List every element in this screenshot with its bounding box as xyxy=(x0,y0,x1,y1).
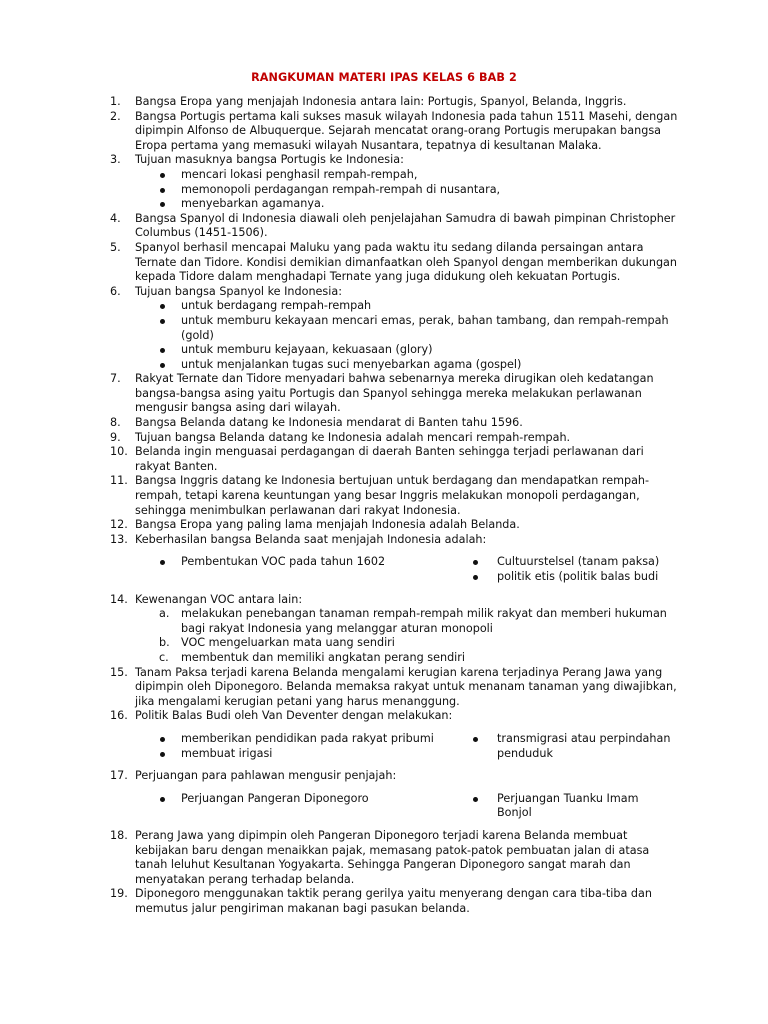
list-item xyxy=(0,666,680,710)
bullet-item: Perjuangan Tuanku Imam Bonjol xyxy=(451,792,671,821)
bullet-list xyxy=(135,299,680,372)
two-column-bullets xyxy=(135,555,680,584)
bullet-column xyxy=(451,555,671,584)
item-number: 18. xyxy=(110,828,128,842)
bullet-column xyxy=(451,732,671,761)
item-text: Belanda ingin menguasai perdagangan di daerah Banten sehingga terjadi perlawanan dari rakyat Banten. xyxy=(135,445,644,473)
lettered-item xyxy=(135,636,680,651)
item-text: Tujuan masuknya bangsa Portugis ke Indonesia: xyxy=(135,153,404,167)
list-item xyxy=(0,372,680,416)
item-number: 5. xyxy=(110,240,121,254)
item-number: 7. xyxy=(110,372,121,386)
item-number: 10. xyxy=(110,445,128,459)
item-number: 17. xyxy=(110,769,128,783)
bullet-item: mencari lokasi penghasil rempah-rempah, xyxy=(135,168,680,183)
item-number: 6. xyxy=(110,284,121,298)
item-text: Tujuan bangsa Spanyol ke Indonesia: xyxy=(135,284,342,298)
item-text: Politik Balas Budi oleh Van Deventer dengan melakukan: xyxy=(135,709,453,723)
two-column-bullets xyxy=(135,732,680,761)
list-item xyxy=(0,445,680,474)
item-number: 15. xyxy=(110,665,128,679)
bullet-column xyxy=(135,732,451,761)
bullet-column xyxy=(451,792,671,821)
bullet-list xyxy=(135,732,451,761)
item-text: Bangsa Portugis pertama kali sukses masuk wilayah Indonesia pada tahun 1511 Masehi, dengan dipimpin Alfonso de Albuquerque. Sejarah mencatat orang-orang Portugis merupakan bangsa Eropa pertama yang memasuki wilayah Nusantara, tepatnya di kesultanan Malaka. xyxy=(135,109,678,152)
bullet-column xyxy=(135,792,451,821)
list-item xyxy=(0,95,680,110)
lettered-text: melakukan penebangan tanaman rempah-rempah milik rakyat dan memberi hukuman bagi rakyat Indonesia yang melanggar aturan monopoli xyxy=(181,607,667,635)
list-item xyxy=(0,212,680,241)
item-letter: a. xyxy=(159,607,170,621)
item-number: 16. xyxy=(110,709,128,723)
bullet-column xyxy=(135,555,451,584)
list-item xyxy=(0,829,680,887)
bullet-item: untuk memburu kekayaan mencari emas, perak, bahan tambang, dan rempah-rempah (gold) xyxy=(135,314,680,343)
list-item xyxy=(0,153,680,211)
list-item xyxy=(0,887,680,916)
lettered-item xyxy=(135,651,680,666)
bullet-list xyxy=(135,555,451,570)
bullet-item: untuk menjalankan tugas suci menyebarkan agama (gospel) xyxy=(135,358,680,373)
item-number: 8. xyxy=(110,416,121,430)
list-item xyxy=(0,431,680,446)
item-number: 14. xyxy=(110,592,128,606)
item-text: Bangsa Belanda datang ke Indonesia mendarat di Banten tahu 1596. xyxy=(135,416,523,430)
item-text: Perjuangan para pahlawan mengusir penjajah: xyxy=(135,769,397,783)
bullet-item: untuk berdagang rempah-rempah xyxy=(135,299,680,314)
lettered-text: VOC mengeluarkan mata uang sendiri xyxy=(181,636,395,650)
item-text: Perang Jawa yang dipimpin oleh Pangeran Diponegoro terjadi karena Belanda membuat kebijakan baru dengan menaikkan pajak, memasang patok-patok pembuatan jalan di atasa tanah leluhut Kesultanan Yogyakarta. Sehingga Pangeran Diponegoro sangat marah dan menyatakan perang terhadap belanda. xyxy=(135,828,650,886)
bullet-item: memberikan pendidikan pada rakyat pribumi xyxy=(135,732,451,747)
list-item xyxy=(0,709,680,761)
bullet-item: politik etis (politik balas budi xyxy=(451,570,671,585)
item-number: 12. xyxy=(110,518,128,532)
item-number: 2. xyxy=(110,109,121,123)
item-number: 9. xyxy=(110,430,121,444)
item-text: Spanyol berhasil mencapai Maluku yang pada waktu itu sedang dilanda persaingan antara Ternate dan Tidore. Kondisi demikian dimanfaatkan oleh Spanyol dengan memberikan dukungan kepada Tidore dalam menghadapi Ternate yang juga didukung oleh kekuatan Portugis. xyxy=(135,240,678,284)
list-item xyxy=(0,474,680,518)
item-text: Diponegoro menggunakan taktik perang gerilya yaitu menyerang dengan cara tiba-tiba dan memutus jalur pengiriman makanan bagi pasukan belanda. xyxy=(135,887,652,915)
item-text: Bangsa Eropa yang menjajah Indonesia antara lain: Portugis, Spanyol, Belanda, Inggris. xyxy=(135,95,627,108)
item-number: 4. xyxy=(110,211,121,225)
summary-list xyxy=(0,95,768,916)
page-title: RANGKUMAN MATERI IPAS KELAS 6 BAB 2 xyxy=(251,71,517,84)
bullet-list xyxy=(135,792,451,807)
item-text: Tanam Paksa terjadi karena Belanda mengalami kerugian karena terjadinya Perang Jawa yang dipimpin oleh Diponegoro. Belanda memaksa rakyat untuk menanam tanaman yang diwajibkan, jika mengalami kerugian petani yang harus menanggung. xyxy=(135,665,677,708)
item-number: 19. xyxy=(110,887,128,901)
bullet-item: Pembentukan VOC pada tahun 1602 xyxy=(135,555,451,570)
item-number: 13. xyxy=(110,532,128,546)
item-number: 3. xyxy=(110,153,121,167)
two-column-bullets xyxy=(135,792,680,821)
item-text: Bangsa Inggris datang ke Indonesia bertujuan untuk berdagang dan mendapatkan rempah-rempah, tetapi karena keuntungan yang besar Inggris melakukan monopoli perdagangan, sehingga menimbulkan perlawanan dari rakyat Indonesia. xyxy=(135,474,650,517)
bullet-list xyxy=(451,792,671,821)
item-text: Bangsa Spanyol di Indonesia diawali oleh penjelajahan Samudra di bawah pimpinan Christopher Columbus (1451-1506). xyxy=(135,211,676,240)
item-text: Bangsa Eropa yang paling lama menjajah Indonesia adalah Belanda. xyxy=(135,518,520,532)
item-text: Tujuan bangsa Belanda datang ke Indonesia adalah mencari rempah-rempah. xyxy=(135,430,571,444)
lettered-item xyxy=(135,607,680,636)
bullet-item: memonopoli perdagangan rempah-rempah di nusantara, xyxy=(135,183,680,198)
list-item xyxy=(0,533,680,585)
lettered-list xyxy=(135,607,680,665)
bullet-list xyxy=(451,732,671,761)
item-text: Rakyat Ternate dan Tidore menyadari bahwa sebenarnya mereka dirugikan oleh kedatangan bangsa-bangsa asing yaitu Portugis dan Spanyol sehingga mereka melakukan perlawanan mengusir bangsa asing dari wilayah. xyxy=(135,372,654,415)
item-number: 11. xyxy=(110,474,128,488)
bullet-item: untuk memburu kejayaan, kekuasaan (glory) xyxy=(135,343,680,358)
item-letter: b. xyxy=(159,636,170,650)
list-item xyxy=(0,593,680,666)
bullet-list xyxy=(451,555,671,584)
list-item xyxy=(0,518,680,533)
bullet-list xyxy=(135,168,680,212)
list-item xyxy=(0,416,680,431)
bullet-item: transmigrasi atau perpindahan penduduk xyxy=(451,732,671,761)
list-item xyxy=(0,110,680,154)
item-text: Keberhasilan bangsa Belanda saat menjajah Indonesia adalah: xyxy=(135,532,487,546)
list-item xyxy=(0,241,680,285)
item-letter: c. xyxy=(159,650,169,664)
item-number: 1. xyxy=(110,95,121,108)
list-item xyxy=(0,769,680,821)
list-item xyxy=(0,285,680,373)
lettered-text: membentuk dan memiliki angkatan perang sendiri xyxy=(181,650,465,664)
item-text: Kewenangan VOC antara lain: xyxy=(135,592,303,606)
bullet-item: menyebarkan agamanya. xyxy=(135,197,680,212)
bullet-item: Perjuangan Pangeran Diponegoro xyxy=(135,792,451,807)
bullet-item: Cultuurstelsel (tanam paksa) xyxy=(451,555,671,570)
bullet-item: membuat irigasi xyxy=(135,747,451,762)
